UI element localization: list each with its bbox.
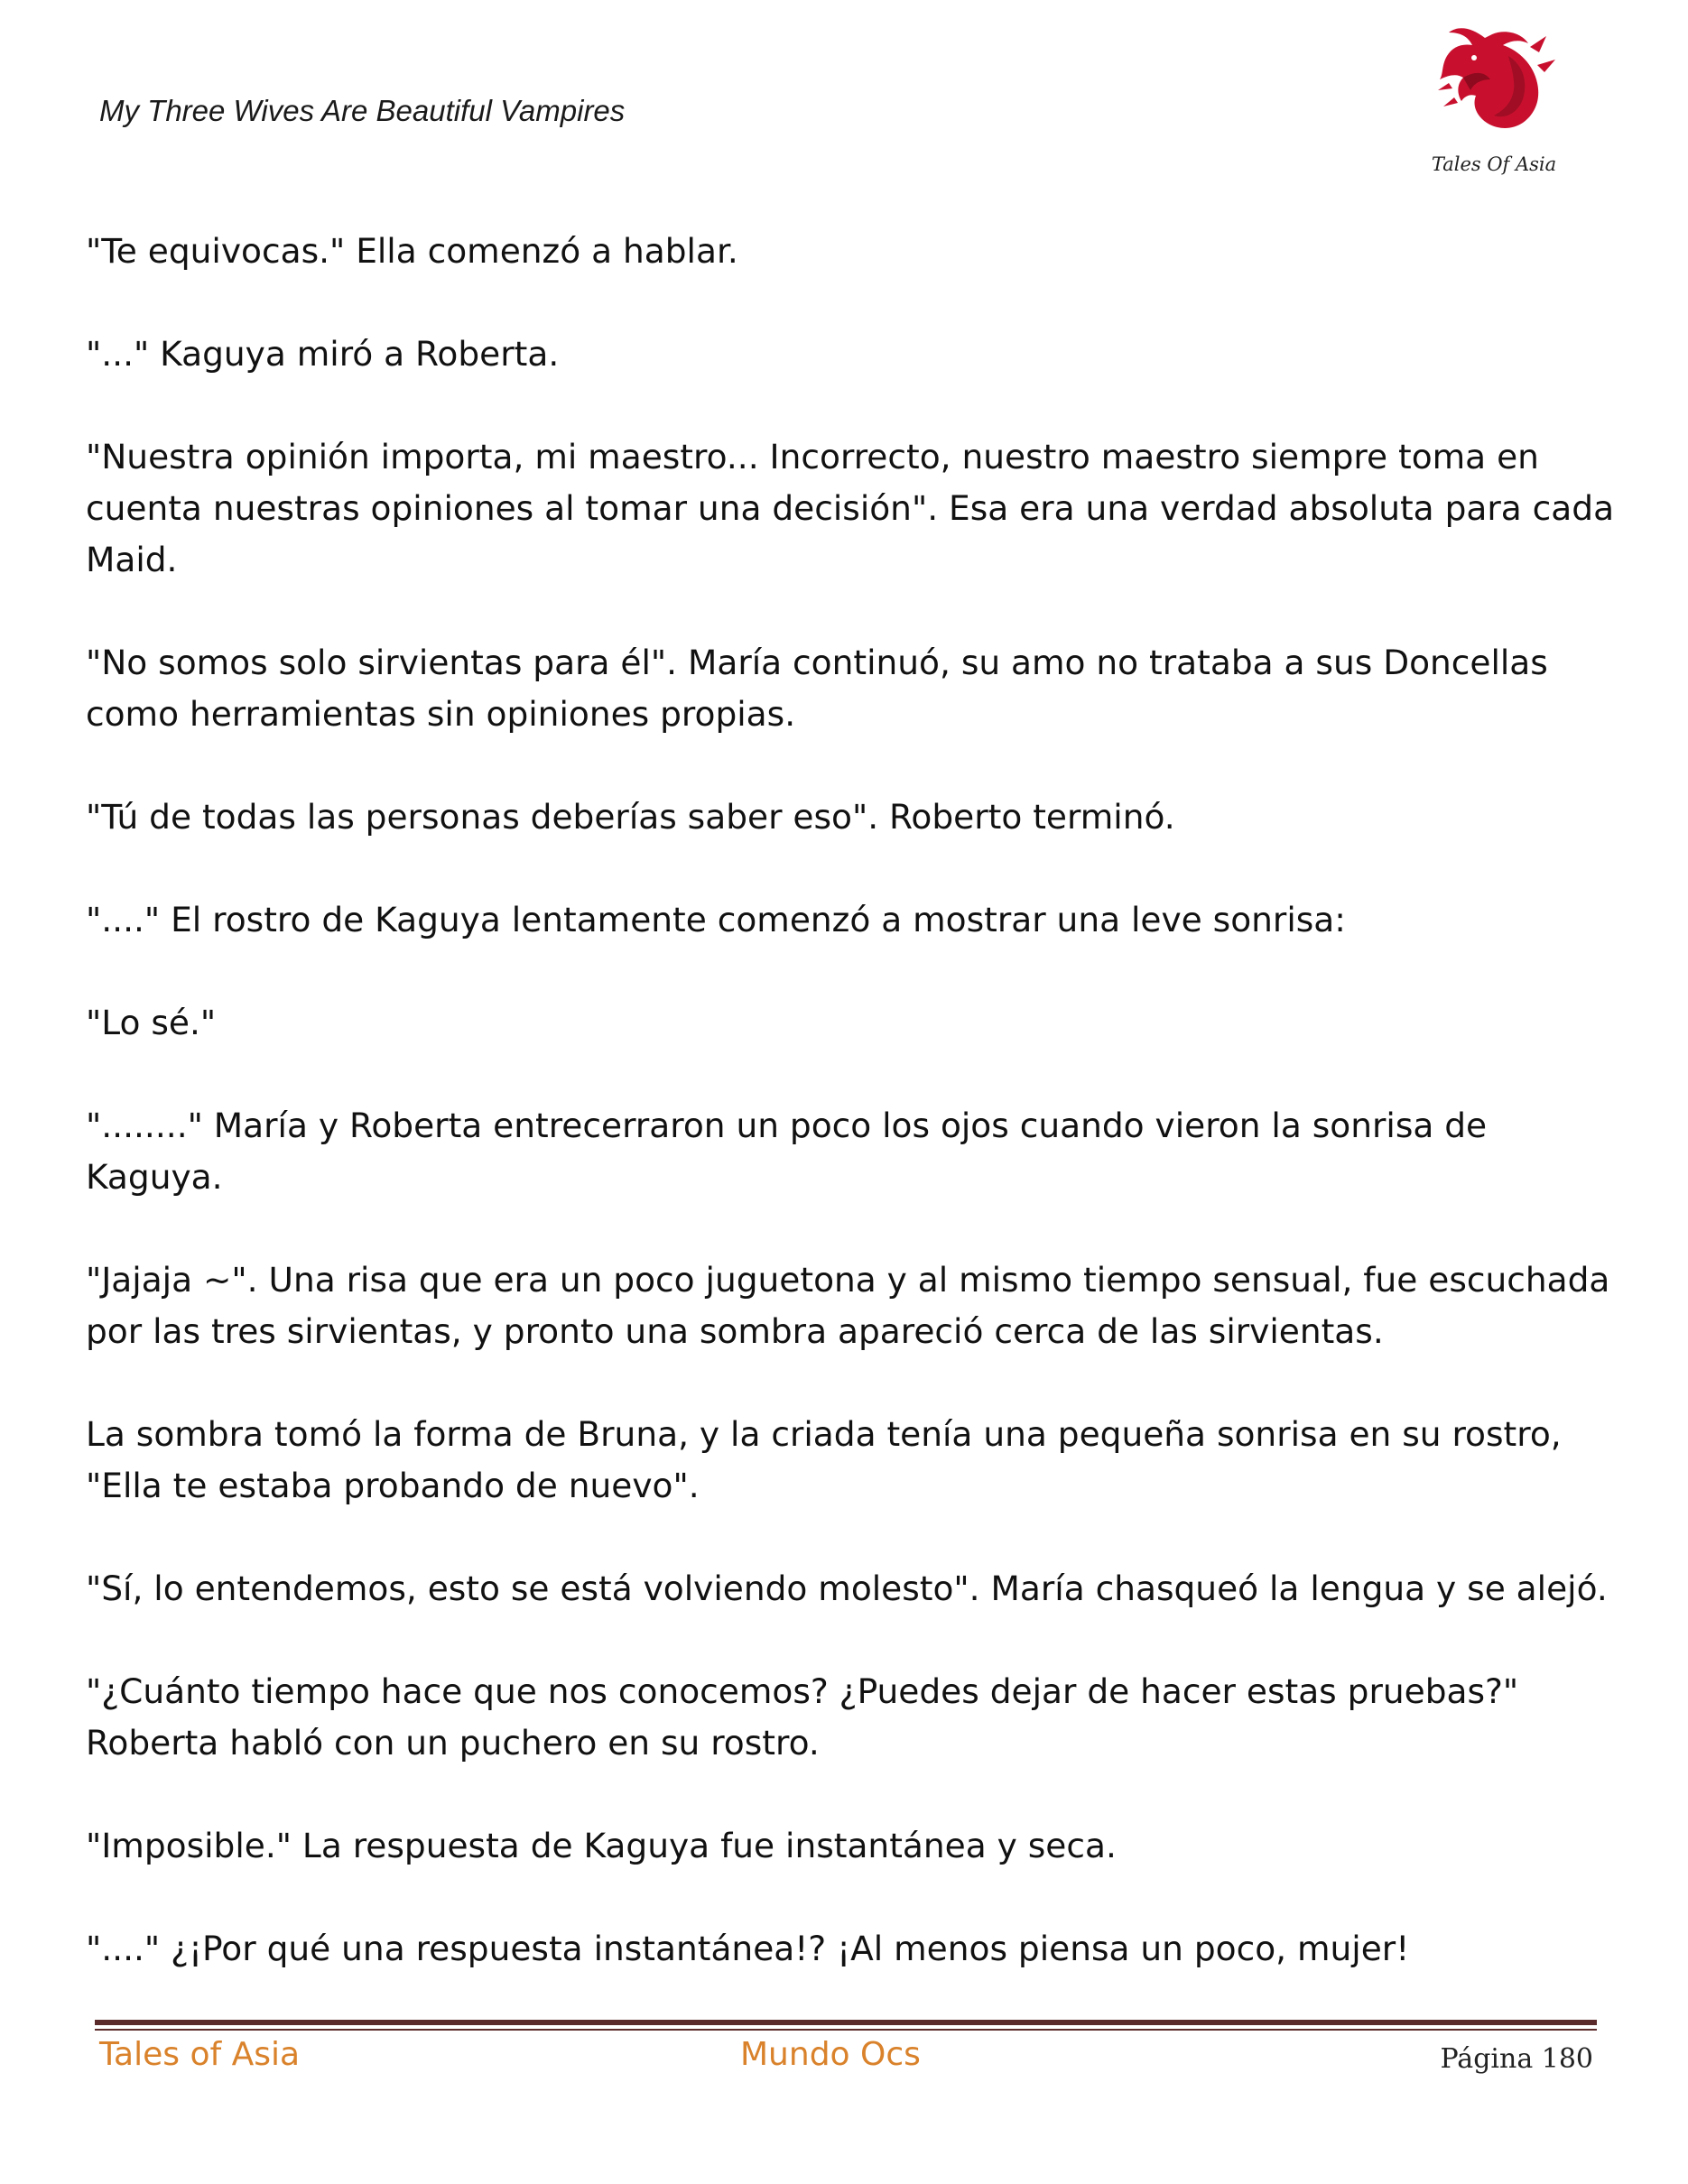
book-title: My Three Wives Are Beautiful Vampires [99, 94, 626, 127]
paragraph: "Imposible." La respuesta de Kaguya fue instantánea y seca. [86, 1826, 1117, 1865]
paragraph: "No somos solo sirvientas para él". María continuó, su amo no trataba a sus Doncellas como herramientas sin opiniones propias. [86, 643, 1548, 734]
paragraph: "Tú de todas las personas deberías saber eso". Roberto terminó. [86, 797, 1175, 837]
paragraph: La sombra tomó la forma de Bruna, y la criada tenía una pequeña sonrisa en su rostro, "Ella te estaba probando de nuevo". [86, 1414, 1562, 1505]
footer-section-name: Mundo Ocs [740, 2036, 921, 2073]
paragraph: "...." El rostro de Kaguya lentamente comenzó a mostrar una leve sonrisa: [86, 900, 1346, 939]
page-number: Página 180 [1440, 2043, 1593, 2075]
paragraph: "Jajaja ~". Una risa que era un poco juguetona y al mismo tiempo sensual, fue escuchada por las tres sirvientas, y pronto una sombra apareció cerca de las sirvientas. [86, 1260, 1610, 1351]
logo-text: Tales Of Asia [1431, 153, 1557, 175]
tales-of-asia-logo [1422, 20, 1566, 182]
paragraph: "...." ¿¡Por qué una respuesta instantánea!? ¡Al menos piensa un poco, mujer! [86, 1929, 1410, 1968]
footer-divider-thin [95, 2029, 1597, 2031]
paragraph: "Te equivocas." Ella comenzó a hablar. [86, 231, 738, 271]
paragraph: "Lo sé." [86, 1003, 217, 1042]
red-dragon-icon [1422, 20, 1566, 155]
paragraph: "¿Cuánto tiempo hace que nos conocemos? ¿Puedes dejar de hacer estas pruebas?" Roberta habló con un puchero en su rostro. [86, 1671, 1519, 1763]
paragraph: "Sí, lo entendemos, esto se está volviendo molesto". María chasqueó la lengua y se alejó. [86, 1569, 1608, 1608]
chapter-body [86, 226, 1616, 2026]
paragraph: "Nuestra opinión importa, mi maestro... Incorrecto, nuestro maestro siempre toma en cuenta nuestras opiniones al tomar una decisión". Esa era una verdad absoluta para cada Maid. [86, 437, 1615, 579]
paragraph: "..." Kaguya miró a Roberta. [86, 334, 560, 374]
paragraph: "........" María y Roberta entrecerraron un poco los ojos cuando vieron la sonrisa de Kaguya. [86, 1106, 1488, 1197]
footer-divider [95, 2020, 1597, 2025]
footer-site-name: Tales of Asia [99, 2036, 301, 2073]
